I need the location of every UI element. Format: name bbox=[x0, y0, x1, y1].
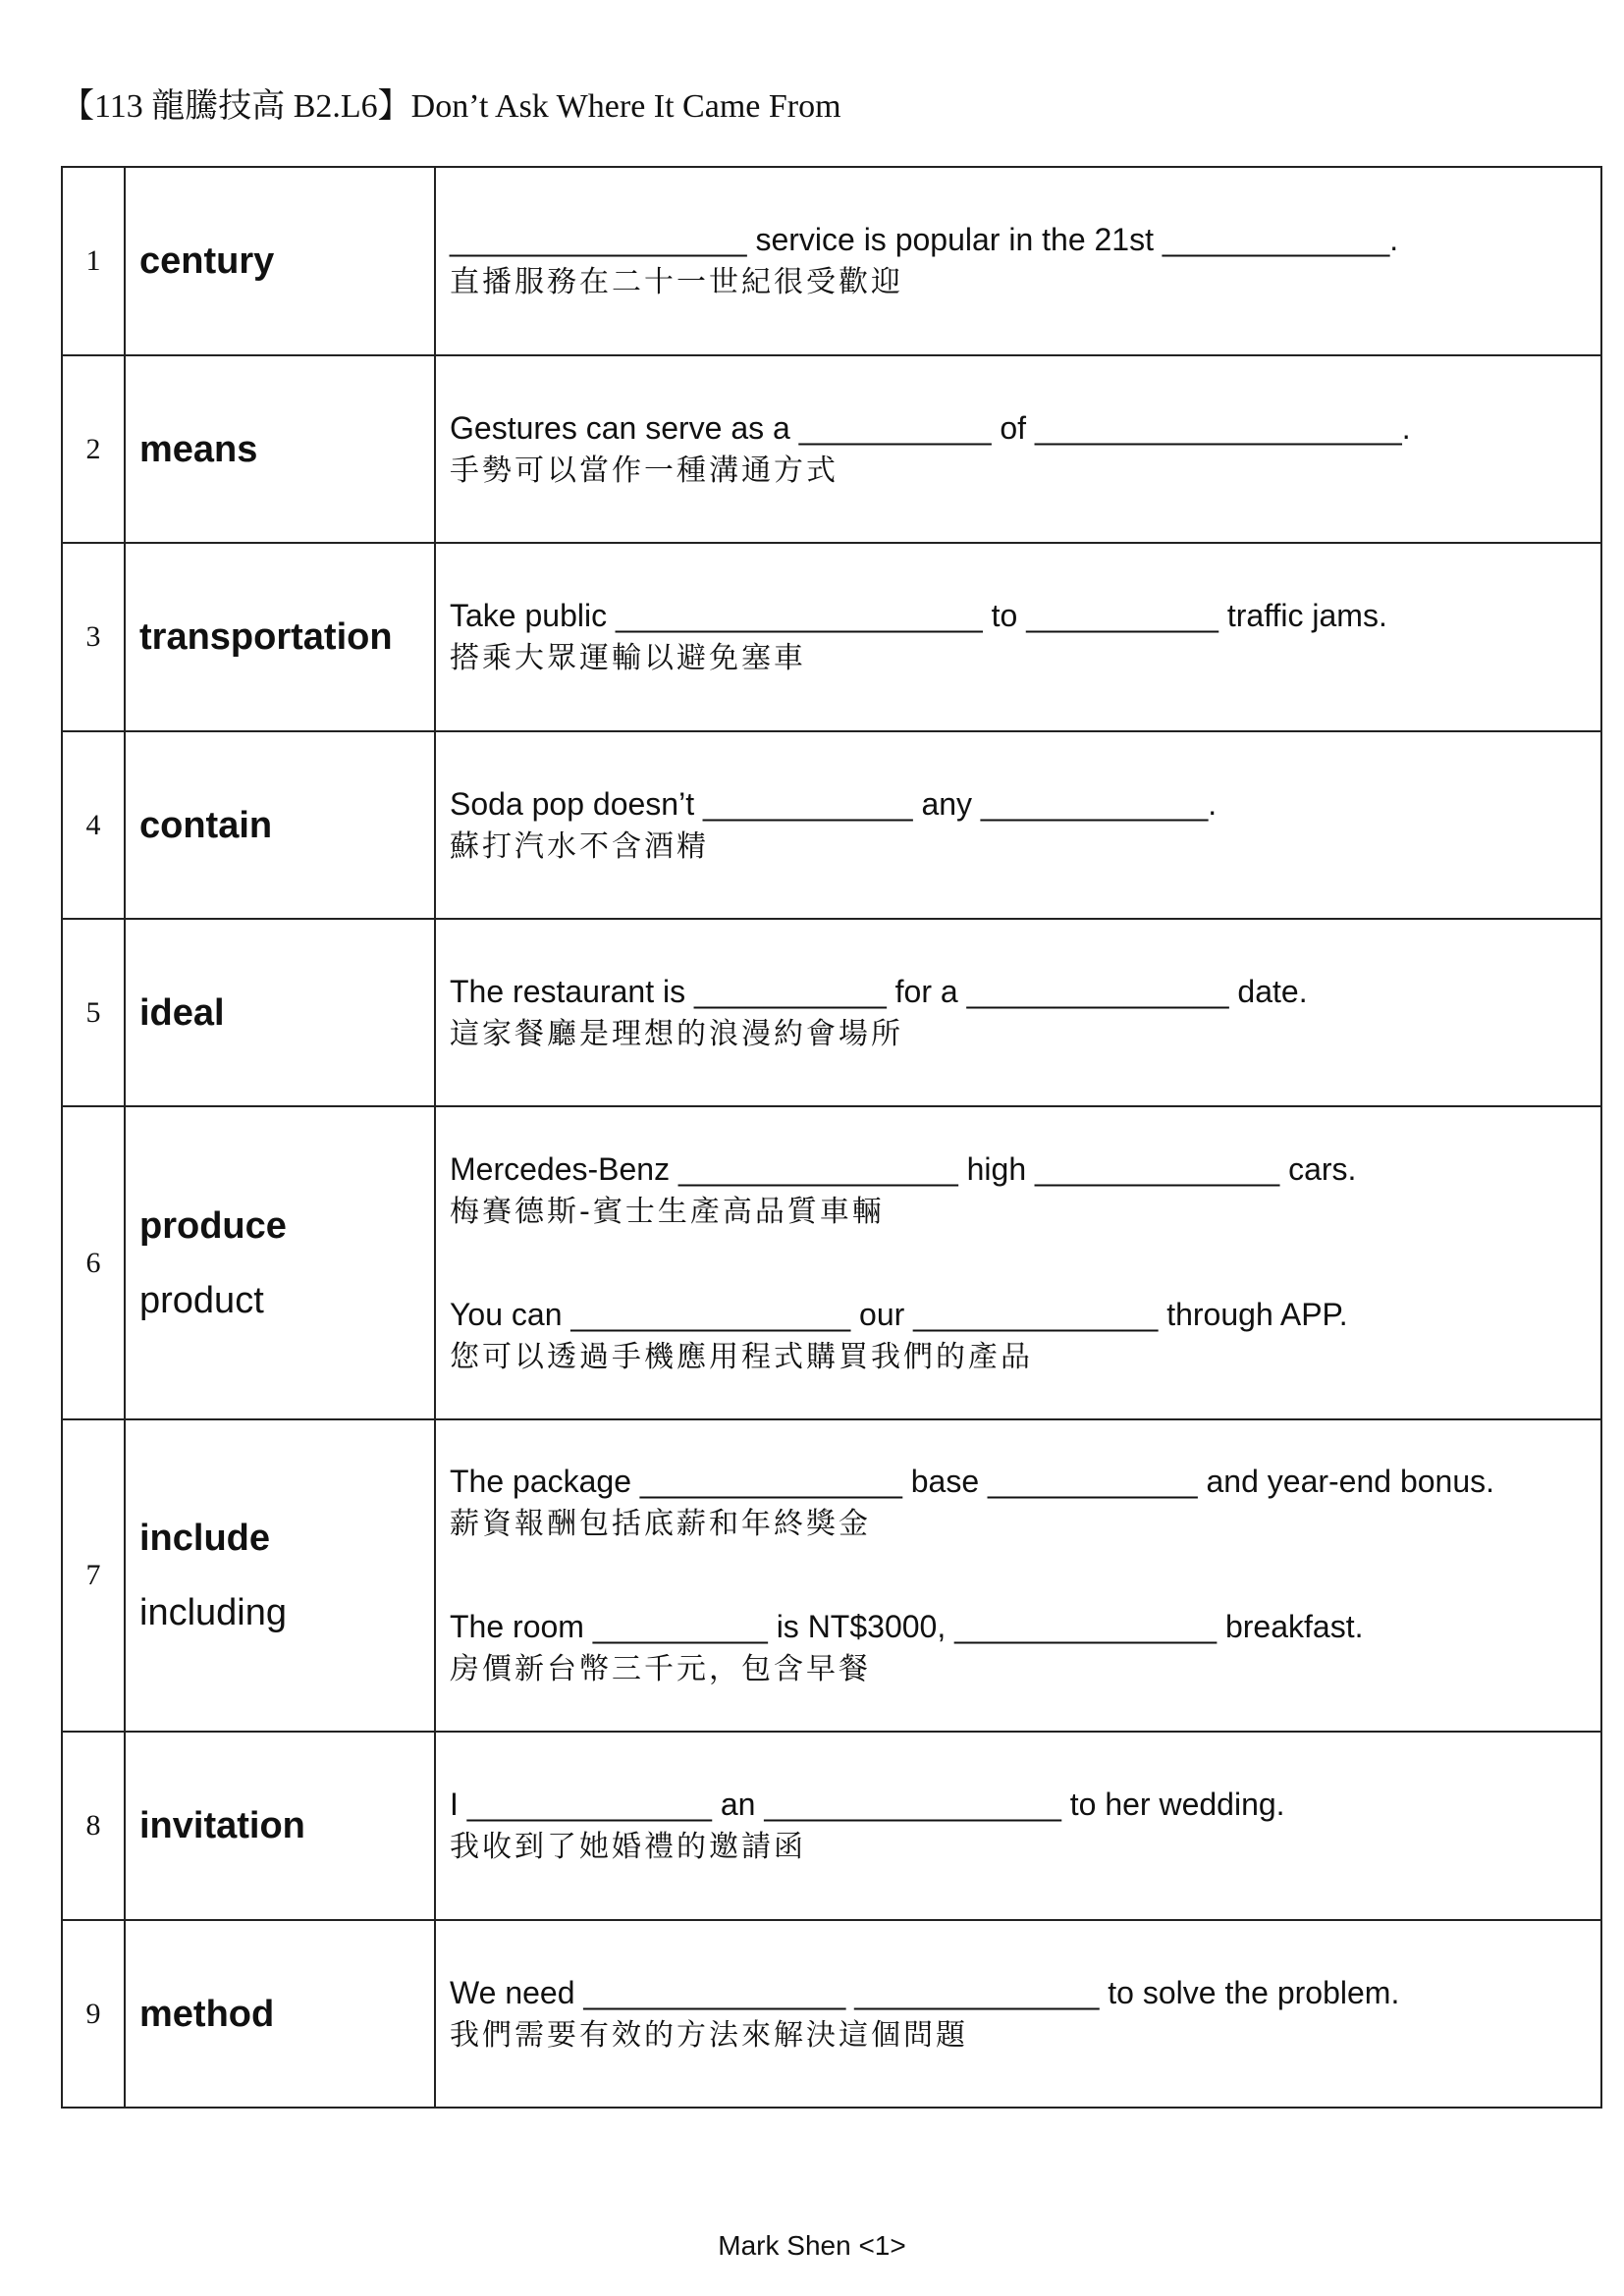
english-cloze-sentence: The restaurant is ___________ for a _______________ date. bbox=[450, 973, 1308, 1009]
example-sentences-cell bbox=[435, 1106, 1601, 1419]
vocab-word: contain bbox=[139, 804, 273, 846]
vocab-word: include bbox=[139, 1518, 271, 1559]
vocab-word-cell bbox=[125, 543, 435, 731]
row-number: 9 bbox=[62, 1920, 125, 2108]
example-pair bbox=[450, 218, 1600, 304]
chinese-translation: 我們需要有效的方法來解決這個問題 bbox=[450, 2017, 968, 2053]
chinese-translation: 您可以透過手機應用程式購買我們的產品 bbox=[450, 1339, 1033, 1374]
example-sentences-cell bbox=[435, 1732, 1601, 1920]
vocab-row bbox=[62, 1419, 1601, 1732]
chinese-translation: 房價新台幣三千元，包含早餐 bbox=[450, 1652, 871, 1686]
english-cloze-sentence: The package _______________ base ____________ and year-end bonus. bbox=[450, 1464, 1495, 1499]
vocabulary-table-body bbox=[62, 167, 1601, 2108]
vocab-word: ideal bbox=[139, 991, 225, 1034]
row-number: 3 bbox=[62, 543, 125, 731]
chinese-translation: 這家餐廳是理想的浪漫約會場所 bbox=[450, 1016, 903, 1051]
row-number: 2 bbox=[62, 355, 125, 543]
row-number: 8 bbox=[62, 1732, 125, 1920]
vocab-word: transportation bbox=[139, 616, 393, 658]
chinese-translation: 手勢可以當作一種溝通方式 bbox=[450, 453, 839, 488]
vocab-row bbox=[62, 1106, 1601, 1419]
example-pair bbox=[450, 1148, 1600, 1234]
english-cloze-sentence: I ______________ an _________________ to her wedding. bbox=[450, 1787, 1285, 1822]
vocab-word: century bbox=[139, 240, 275, 282]
vocab-word-variant: including bbox=[139, 1592, 287, 1633]
english-cloze-sentence: _________________ service is popular in the 21st _____________. bbox=[450, 222, 1399, 257]
vocab-row bbox=[62, 731, 1601, 919]
vocab-row bbox=[62, 919, 1601, 1106]
vocab-word-cell bbox=[125, 167, 435, 355]
english-cloze-sentence: The room __________ is NT$3000, _______________ breakfast. bbox=[450, 1609, 1364, 1644]
vocab-word-variant: product bbox=[139, 1279, 264, 1321]
row-number: 4 bbox=[62, 731, 125, 919]
page-title: 【113 龍騰技高 B2.L6】Don’t Ask Where It Came From bbox=[61, 88, 841, 125]
chinese-translation: 直播服務在二十一世紀很受歡迎 bbox=[450, 265, 903, 299]
english-cloze-sentence: Mercedes-Benz ________________ high ______________ cars. bbox=[450, 1150, 1357, 1187]
chinese-translation: 薪資報酬包括底薪和年終獎金 bbox=[450, 1507, 871, 1541]
example-pair bbox=[450, 782, 1600, 869]
vocab-word-cell bbox=[125, 1106, 435, 1419]
chinese-translation: 我收到了她婚禮的邀請函 bbox=[450, 1830, 806, 1864]
vocab-row bbox=[62, 355, 1601, 543]
example-sentences-cell bbox=[435, 731, 1601, 919]
example-pair bbox=[450, 406, 1600, 493]
example-pair bbox=[450, 1460, 1600, 1546]
vocab-word-cell bbox=[125, 355, 435, 543]
vocab-word: method bbox=[139, 1993, 275, 2035]
vocab-word-cell bbox=[125, 919, 435, 1106]
english-cloze-sentence: Soda pop doesn’t ____________ any _____________. bbox=[450, 785, 1218, 822]
chinese-translation: 梅賽德斯-賓士生產高品質車輛 bbox=[450, 1194, 885, 1229]
row-number: 1 bbox=[62, 167, 125, 355]
example-sentences-cell bbox=[435, 355, 1601, 543]
vocab-row bbox=[62, 167, 1601, 355]
vocab-word-cell bbox=[125, 1920, 435, 2108]
example-pair bbox=[450, 1293, 1600, 1379]
example-pair bbox=[450, 594, 1600, 680]
vocabulary-table bbox=[61, 166, 1602, 2109]
vocab-row bbox=[62, 1732, 1601, 1920]
page-footer: Mark Shen <1> bbox=[718, 2230, 906, 2261]
vocab-word: invitation bbox=[139, 1805, 305, 1846]
chinese-translation: 蘇打汽水不含酒精 bbox=[450, 828, 709, 864]
english-cloze-sentence: Take public _____________________ to ___________ traffic jams. bbox=[450, 598, 1387, 633]
english-cloze-sentence: You can ________________ our ______________ through APP. bbox=[450, 1296, 1348, 1332]
example-sentences-cell bbox=[435, 543, 1601, 731]
example-pair bbox=[450, 1971, 1600, 2057]
row-number: 7 bbox=[62, 1419, 125, 1732]
example-sentences-cell bbox=[435, 167, 1601, 355]
vocab-row bbox=[62, 543, 1601, 731]
vocab-row bbox=[62, 1920, 1601, 2108]
vocab-word-cell bbox=[125, 731, 435, 919]
example-pair bbox=[450, 970, 1600, 1056]
row-number: 6 bbox=[62, 1106, 125, 1419]
example-pair bbox=[450, 1783, 1600, 1869]
chinese-translation: 搭乘大眾運輸以避免塞車 bbox=[450, 641, 806, 675]
vocab-word-cell bbox=[125, 1419, 435, 1732]
example-sentences-cell bbox=[435, 1920, 1601, 2108]
english-cloze-sentence: Gestures can serve as a ___________ of _____________________. bbox=[450, 409, 1411, 446]
vocab-word-cell bbox=[125, 1732, 435, 1920]
english-cloze-sentence: We need _______________ ______________ to solve the problem. bbox=[450, 1974, 1400, 2010]
example-pair bbox=[450, 1605, 1600, 1691]
row-number: 5 bbox=[62, 919, 125, 1106]
example-sentences-cell bbox=[435, 919, 1601, 1106]
vocab-word: produce bbox=[139, 1204, 287, 1247]
vocab-word: means bbox=[139, 428, 258, 470]
example-sentences-cell bbox=[435, 1419, 1601, 1732]
